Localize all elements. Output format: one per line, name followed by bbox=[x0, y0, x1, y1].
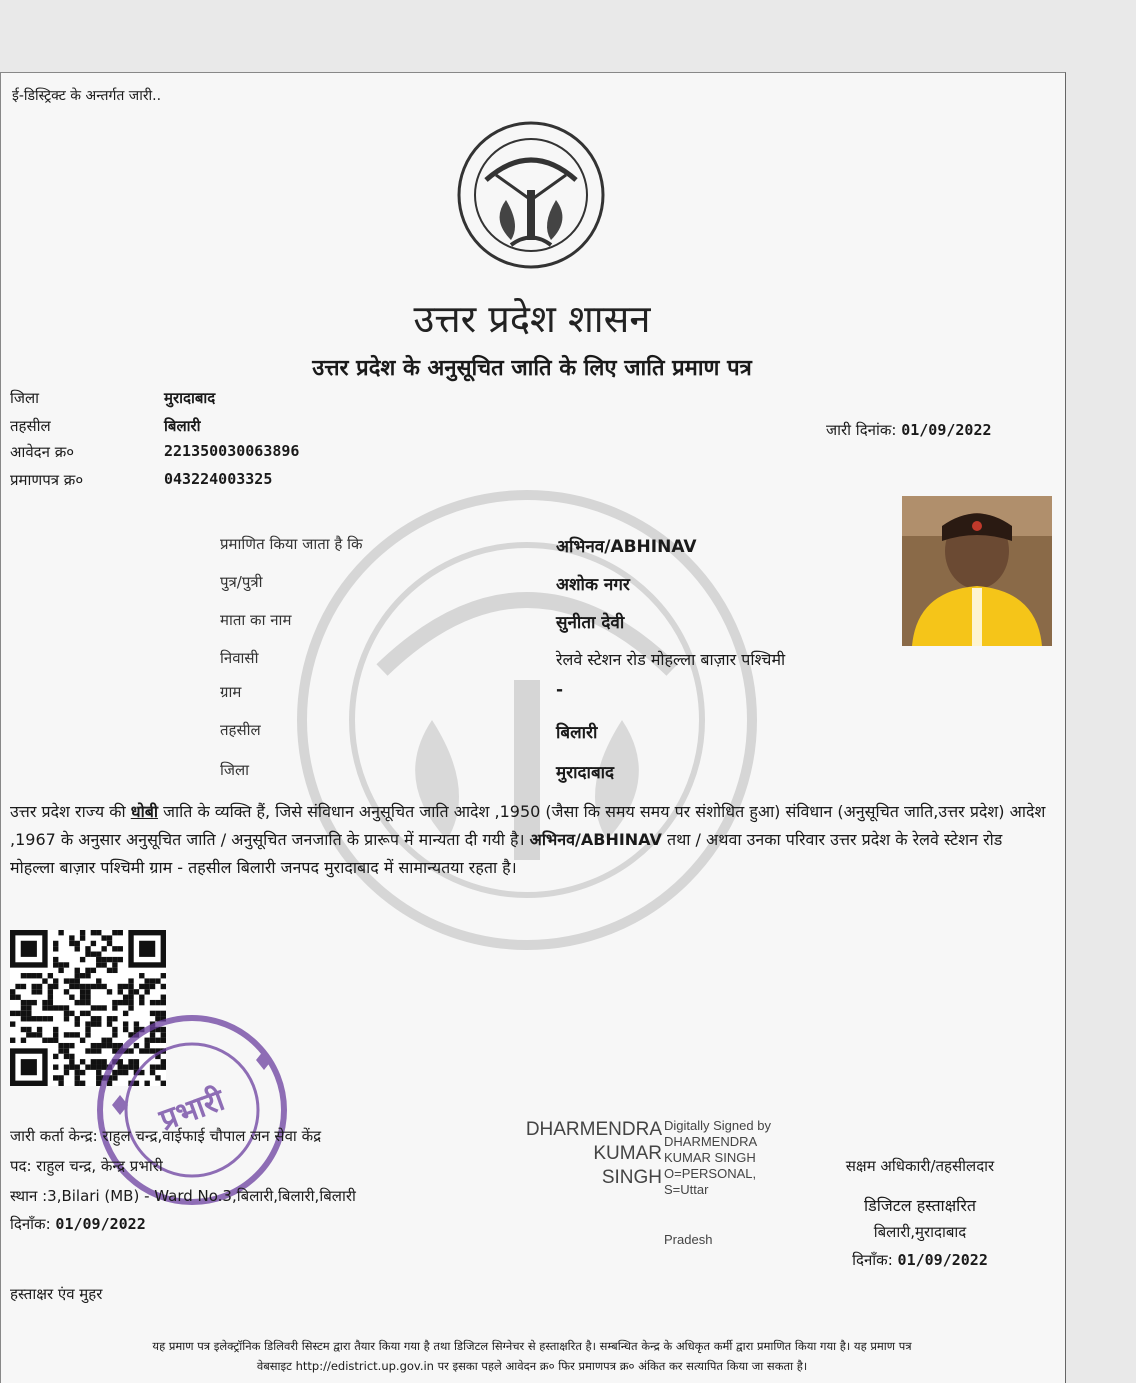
caste-name: धोबी bbox=[130, 802, 159, 821]
issue-date-label: जारी दिनांक: bbox=[826, 421, 897, 439]
meta-label: प्रमाणपत्र क्र० bbox=[10, 471, 84, 489]
field-label-parent: पुत्र/पुत्री bbox=[220, 573, 263, 591]
field-value-district: मुरादाबाद bbox=[556, 763, 615, 783]
meta-label: आवेदन क्र० bbox=[10, 443, 75, 461]
field-value-tehsil: बिलारी bbox=[556, 723, 598, 743]
meta-value: बिलारी bbox=[164, 417, 201, 435]
meta-label: तहसील bbox=[10, 417, 51, 435]
issuer-date bbox=[10, 1214, 146, 1234]
field-label-tehsil: तहसील bbox=[220, 721, 261, 739]
issuer-post: पद: राहुल चन्द्र, केन्द्र प्रभारी bbox=[10, 1157, 163, 1175]
signature-region: Pradesh bbox=[664, 1232, 713, 1247]
field-label-certified: प्रमाणित किया जाता है कि bbox=[220, 535, 363, 553]
applicant-photo bbox=[902, 496, 1052, 646]
holder-name: अभिनव/ABHINAV bbox=[529, 830, 662, 849]
issue-date-value: 01/09/2022 bbox=[901, 421, 992, 439]
footer-note bbox=[0, 1336, 1064, 1376]
field-label-resident: निवासी bbox=[220, 649, 259, 667]
officer-date-label: दिनाँक: bbox=[852, 1251, 893, 1269]
officer-signed: डिजिटल हस्ताक्षरित bbox=[864, 1196, 976, 1215]
application-number: 221350030063896 bbox=[164, 442, 300, 460]
issuing-center: जारी कर्ता केन्द्र: राहुल चन्द्र,वाईफाई चौपाल जन सेवा केंद्र bbox=[10, 1127, 322, 1145]
paragraph-text: तथा / अथवा उनका परिवार उत्तर प्रदेश के रेलवे स्टेशन रोड मोहल्ला बाज़ार पश्चिमी ग्राम - तहसील बिलारी जनपद मुरादाबाद में सामान्यतया रहता है। bbox=[10, 830, 1003, 877]
signer-name-line: DHARMENDRA bbox=[525, 1119, 662, 1140]
paragraph-text: उत्तर प्रदेश राज्य की bbox=[10, 802, 131, 821]
field-label-mother: माता का नाम bbox=[220, 611, 292, 629]
field-label-village: ग्राम bbox=[220, 683, 242, 701]
footer-line: वेबसाइट http://edistrict.up.gov.in पर इसका पहले आवेदन क्र० फिर प्रमाणपत्र क्र० अंकित कर सत्यापित किया जा सकता है। bbox=[256, 1359, 808, 1373]
field-value-name: अभिनव/ABHINAV bbox=[556, 537, 697, 557]
paragraph-text: जाति के व्यक्ति हैं, जिसे संविधान अनुसूचित जाति आदेश ,1950 (जैसा कि समय समय पर संशोधित हुआ) संविधान (अनुसूचित जाति,उत्तर प्रदेश) आदेश ,1967 के अनुसार अनुसूचित जाति / अनुसूचित जनजाति के प्रारूप में मान्यता दी गयी है। bbox=[10, 802, 1046, 849]
signer-name-line: KUMAR bbox=[593, 1143, 662, 1164]
certificate-paragraph bbox=[10, 798, 1050, 882]
up-government-emblem bbox=[456, 120, 606, 270]
sign-and-seal: हस्ताक्षर एंव मुहर bbox=[10, 1285, 103, 1303]
signature-details: Digitally Signed by DHARMENDRA KUMAR SINGH O=PERSONAL, S=Uttar bbox=[664, 1118, 771, 1197]
certificate-number: 043224003325 bbox=[164, 470, 273, 488]
document-title: उत्तर प्रदेश शासन bbox=[413, 297, 651, 341]
field-label-district: जिला bbox=[220, 761, 250, 779]
header-note: ई-डिस्ट्रिक्ट के अन्तर्गत जारी.. bbox=[12, 88, 162, 104]
officer-title: सक्षम अधिकारी/तहसीलदार bbox=[845, 1157, 995, 1175]
field-value-mother: सुनीता देवी bbox=[556, 613, 625, 633]
signer-name bbox=[486, 1118, 662, 1190]
footer-line: यह प्रमाण पत्र इलेक्ट्रॉनिक डिलिवरी सिस्टम द्वारा तैयार किया गया है तथा डिजिटल सिग्नेचर से हस्ताक्षरित है। सम्बन्धित केन्द्र के अधिकृत कर्मी द्वारा प्रमाणित किया गया है। यह प्रमाण पत्र bbox=[152, 1339, 912, 1353]
document-subtitle: उत्तर प्रदेश के अनुसूचित जाति के लिए जाति प्रमाण पत्र bbox=[312, 356, 752, 381]
officer-date-value: 01/09/2022 bbox=[897, 1251, 988, 1269]
issuer-date-value: 01/09/2022 bbox=[55, 1215, 146, 1233]
field-value-village: - bbox=[556, 680, 564, 700]
issuer-place: स्थान :3,Bilari (MB) - Ward No.3,बिलारी,बिलारी,बिलारी bbox=[10, 1187, 356, 1205]
officer-date bbox=[770, 1250, 1070, 1270]
signer-name-line: SINGH bbox=[601, 1167, 662, 1188]
issue-date bbox=[826, 420, 992, 440]
seal-stamp bbox=[92, 1010, 292, 1210]
meta-label: जिला bbox=[10, 389, 40, 407]
field-value-parent: अशोक नगर bbox=[556, 575, 630, 595]
field-value-resident: रेलवे स्टेशन रोड मोहल्ला बाज़ार पश्चिमी bbox=[556, 650, 786, 669]
officer-location: बिलारी,मुरादाबाद bbox=[873, 1223, 967, 1241]
issuer-date-label: दिनाँक: bbox=[10, 1215, 51, 1233]
meta-value: मुरादाबाद bbox=[164, 389, 216, 407]
stamp-text: प्रभारी bbox=[155, 1082, 230, 1139]
